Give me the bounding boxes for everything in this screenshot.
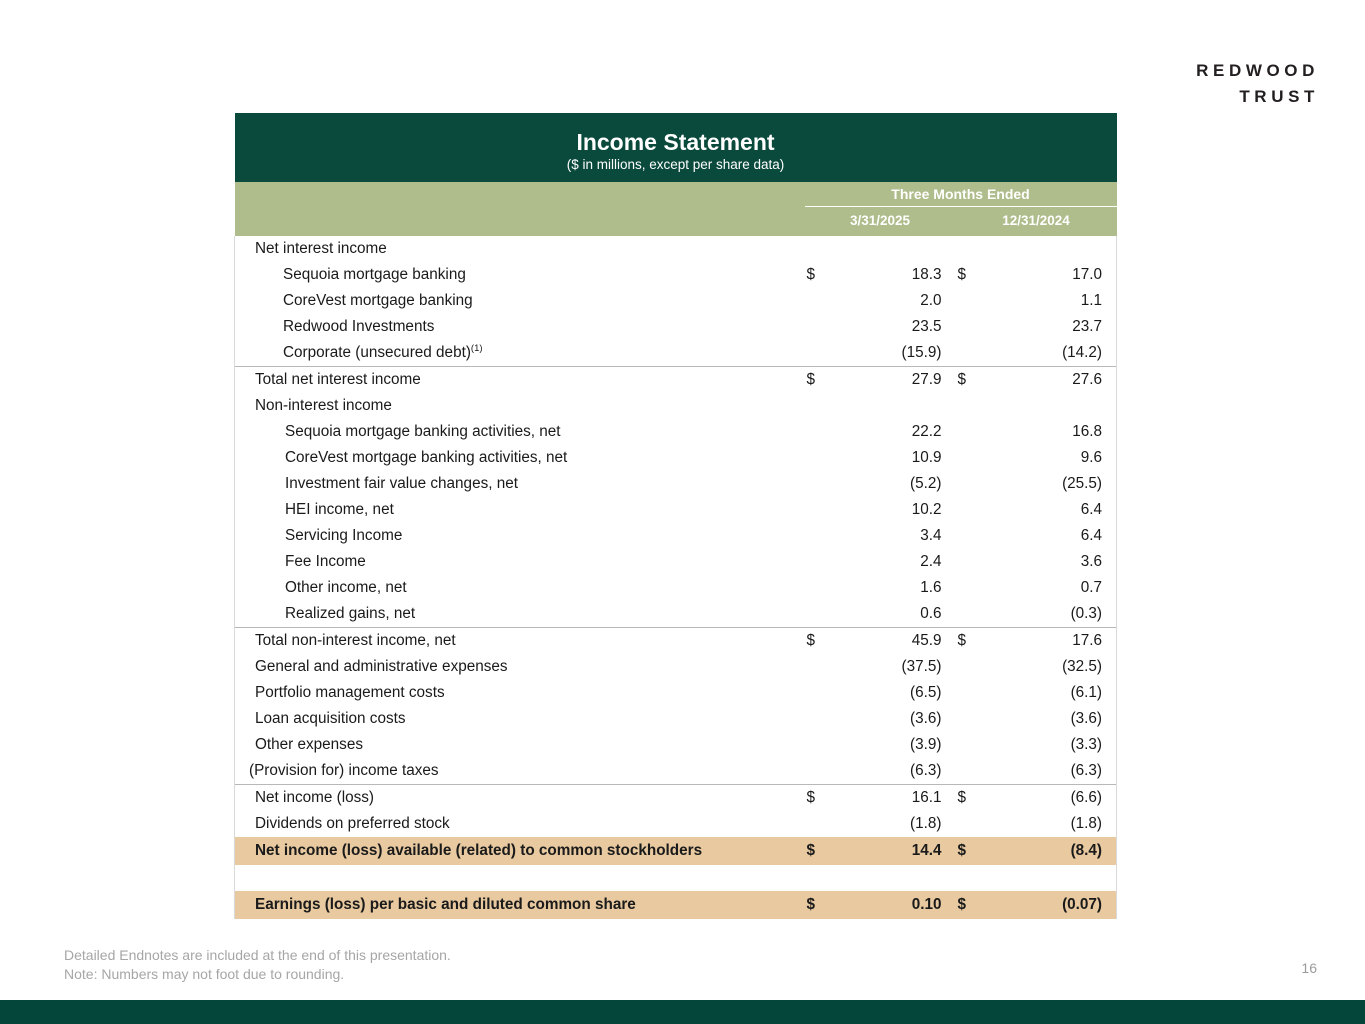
table-row [235,236,1117,262]
row-label [235,865,805,891]
row-value-prior: (6.6) [984,785,1117,812]
table-row [235,680,1117,706]
row-value-current: 16.1 [833,785,956,812]
row-currency-prior [956,340,984,367]
row-value-current: 1.6 [833,575,956,601]
logo-line-trust: TRUST [1239,87,1319,106]
row-currency-current [805,340,833,367]
row-currency-prior [956,811,984,837]
row-value-current: (3.6) [833,706,956,732]
row-value-prior: 23.7 [984,314,1117,340]
row-currency-prior [956,445,984,471]
table-row [235,288,1117,314]
row-value-current: (1.8) [833,811,956,837]
row-value-current: (5.2) [833,471,956,497]
table-row [235,654,1117,680]
slide-subtitle: ($ in millions, except per share data) [566,157,785,172]
row-label: General and administrative expenses [235,654,805,680]
footnote-endnotes: Detailed Endnotes are included at the end of this presentation. [64,947,451,963]
table-spacer-row [235,865,1117,891]
row-currency-current [805,758,833,785]
row-currency-current [805,288,833,314]
row-value-current: 14.4 [833,837,956,865]
row-label: CoreVest mortgage banking activities, net [235,445,805,471]
table-row [235,837,1117,865]
row-label: Net income (loss) available (related) to common stockholders [235,837,805,865]
row-currency-prior: $ [956,785,984,812]
row-currency-prior [956,393,984,419]
company-logo [1196,58,1319,110]
row-currency-current [805,314,833,340]
row-label: Net interest income [235,236,805,262]
row-currency-current [805,497,833,523]
row-label: Loan acquisition costs [235,706,805,732]
row-currency-current [805,680,833,706]
table-row [235,891,1117,919]
row-currency-prior [956,523,984,549]
row-value-current [833,236,956,262]
table-row [235,419,1117,445]
row-label: (Provision for) income taxes [235,758,805,785]
row-value-prior: 6.4 [984,497,1117,523]
row-currency-prior: $ [956,262,984,288]
period-header-spacer [235,182,805,207]
row-value-current: (6.5) [833,680,956,706]
row-currency-prior [956,575,984,601]
row-currency-prior [956,654,984,680]
row-value-prior: (6.3) [984,758,1117,785]
row-value-prior: (25.5) [984,471,1117,497]
row-label: Total non-interest income, net [235,628,805,655]
row-value-prior: (6.1) [984,680,1117,706]
row-currency-prior [956,601,984,628]
row-value-prior: (0.3) [984,601,1117,628]
row-currency-current [805,471,833,497]
row-value-prior: (8.4) [984,837,1117,865]
table-row [235,340,1117,367]
table-row [235,601,1117,628]
row-currency-current: $ [805,262,833,288]
row-currency-current: $ [805,785,833,812]
financial-table [234,113,1117,919]
row-value-prior [984,865,1117,891]
column-header-current: 3/31/2025 [805,207,956,237]
row-value-current: 23.5 [833,314,956,340]
row-currency-current [805,601,833,628]
table-row [235,706,1117,732]
row-currency-current [805,236,833,262]
row-value-current: 45.9 [833,628,956,655]
row-currency-current [805,654,833,680]
row-value-prior: (32.5) [984,654,1117,680]
table-row [235,523,1117,549]
row-value-prior: (1.8) [984,811,1117,837]
row-currency-current: $ [805,367,833,394]
row-value-current: 0.10 [833,891,956,919]
income-statement-table [234,113,1116,919]
row-currency-prior [956,236,984,262]
row-value-prior: (3.6) [984,706,1117,732]
row-currency-prior [956,865,984,891]
row-value-current: (3.9) [833,732,956,758]
page-number: 16 [1301,960,1317,976]
table-row [235,811,1117,837]
row-currency-prior [956,471,984,497]
row-value-prior: 6.4 [984,523,1117,549]
row-value-prior: (14.2) [984,340,1117,367]
row-value-prior: 17.0 [984,262,1117,288]
row-value-current: (15.9) [833,340,956,367]
row-currency-prior [956,288,984,314]
row-currency-current: $ [805,628,833,655]
row-currency-prior [956,497,984,523]
row-currency-current [805,732,833,758]
row-value-prior [984,393,1117,419]
table-row [235,575,1117,601]
row-label: CoreVest mortgage banking [235,288,805,314]
row-label: Other expenses [235,732,805,758]
row-value-current [833,393,956,419]
row-currency-prior [956,314,984,340]
row-currency-current: $ [805,837,833,865]
row-label: Net income (loss) [235,785,805,812]
slide-title: Income Statement [576,129,775,155]
period-header-label: Three Months Ended [805,182,1117,207]
row-label: Investment fair value changes, net [235,471,805,497]
row-currency-current [805,865,833,891]
row-label: Other income, net [235,575,805,601]
row-currency-current [805,445,833,471]
row-currency-current [805,419,833,445]
row-label: Dividends on preferred stock [235,811,805,837]
row-label: Corporate (unsecured debt)$^{(1)}$ [235,340,805,367]
row-value-prior: 9.6 [984,445,1117,471]
row-value-current: 22.2 [833,419,956,445]
row-value-prior [984,236,1117,262]
column-header-prior: 12/31/2024 [956,207,1117,237]
row-value-current: 18.3 [833,262,956,288]
row-currency-current [805,523,833,549]
row-currency-current [805,811,833,837]
table-row [235,393,1117,419]
table-body [235,236,1117,919]
title-band-row [235,113,1117,182]
row-value-prior: 1.1 [984,288,1117,314]
row-value-current: (37.5) [833,654,956,680]
row-value-current: 27.9 [833,367,956,394]
table-row [235,732,1117,758]
row-value-current: (6.3) [833,758,956,785]
table-row [235,785,1117,812]
row-currency-prior [956,732,984,758]
row-label: Fee Income [235,549,805,575]
row-value-current: 0.6 [833,601,956,628]
row-value-current: 10.9 [833,445,956,471]
row-value-prior: (3.3) [984,732,1117,758]
row-currency-current [805,706,833,732]
row-currency-prior [956,706,984,732]
logo-line-redwood: REDWOOD [1196,61,1319,80]
row-label: Realized gains, net [235,601,805,628]
row-label: Total net interest income [235,367,805,394]
row-value-current: 3.4 [833,523,956,549]
row-value-prior: 17.6 [984,628,1117,655]
period-header-row [235,182,1117,207]
row-currency-prior [956,680,984,706]
footnotes [64,946,451,984]
table-row [235,314,1117,340]
table-row [235,549,1117,575]
column-date-row [235,207,1117,237]
row-label: Sequoia mortgage banking [235,262,805,288]
bottom-accent-bar [0,1000,1365,1024]
row-value-prior: (0.07) [984,891,1117,919]
row-currency-prior: $ [956,891,984,919]
row-value-current: 2.0 [833,288,956,314]
row-label: Servicing Income [235,523,805,549]
row-currency-prior [956,419,984,445]
row-currency-current: $ [805,891,833,919]
row-label: HEI income, net [235,497,805,523]
row-value-current: 10.2 [833,497,956,523]
row-label: Redwood Investments [235,314,805,340]
row-value-prior: 0.7 [984,575,1117,601]
row-label: Non-interest income [235,393,805,419]
row-value-prior: 3.6 [984,549,1117,575]
row-currency-prior: $ [956,367,984,394]
row-currency-prior [956,549,984,575]
footnote-marker: (1) [470,343,483,355]
row-currency-current [805,549,833,575]
row-currency-current [805,575,833,601]
date-row-spacer [235,207,805,237]
row-value-prior: 27.6 [984,367,1117,394]
row-currency-prior [956,758,984,785]
row-label: Sequoia mortgage banking activities, net [235,419,805,445]
row-label: Portfolio management costs [235,680,805,706]
row-value-current: 2.4 [833,549,956,575]
row-currency-prior: $ [956,837,984,865]
table-row [235,497,1117,523]
footnote-rounding: Note: Numbers may not foot due to rounding. [64,966,345,982]
row-value-current [833,865,956,891]
table-row [235,262,1117,288]
table-row [235,758,1117,785]
row-currency-current [805,393,833,419]
row-label: Earnings (loss) per basic and diluted common share [235,891,805,919]
table-row [235,445,1117,471]
table-row [235,471,1117,497]
table-row [235,628,1117,655]
row-value-prior: 16.8 [984,419,1117,445]
table-row [235,367,1117,394]
row-currency-prior: $ [956,628,984,655]
